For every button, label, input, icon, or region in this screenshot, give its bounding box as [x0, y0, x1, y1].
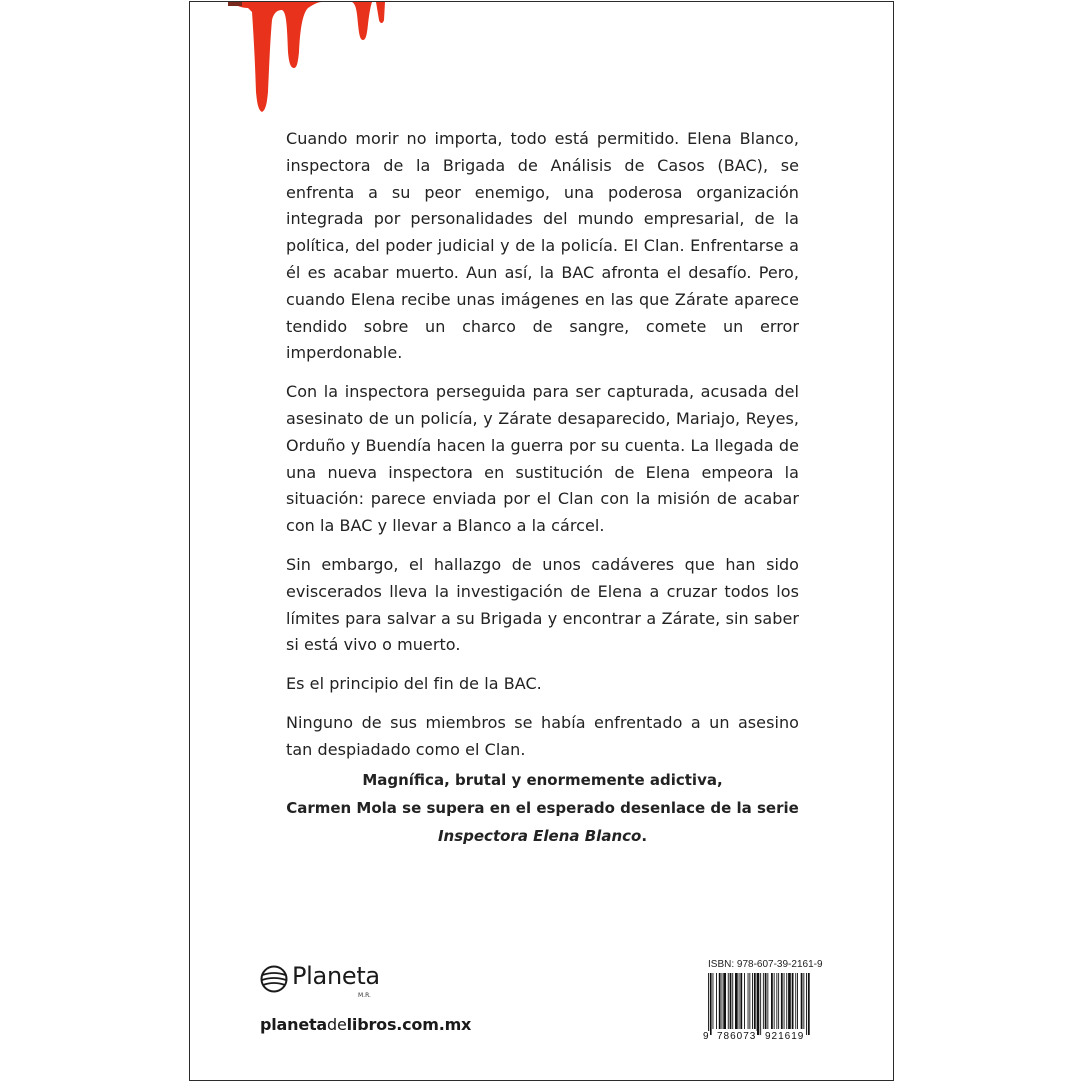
- barcode-bar: [740, 973, 742, 1029]
- barcode-digits-right: 921619: [765, 1031, 805, 1042]
- barcode-bar: [752, 973, 753, 1029]
- barcode-bar: [788, 973, 791, 1029]
- back-cover-blurb: [286, 126, 799, 776]
- publisher-name: Planeta: [292, 962, 380, 990]
- barcode-bar: [767, 973, 768, 1029]
- barcode-bar: [771, 973, 773, 1029]
- barcode-bar: [781, 973, 783, 1029]
- blurb-paragraph-3: Sin embargo, el hallazgo de unos cadáveres que han sido eviscerados lleva la investigación de Elena a cruzar todos los límites para salvar a su Brigada y encontrar a Zárate, sin saber si está vivo o muerto.: [286, 554, 799, 655]
- barcode-bar: [744, 973, 745, 1029]
- isbn-label: ISBN: 978-607-39-2161-9: [708, 959, 823, 970]
- barcode-bar: [723, 973, 726, 1029]
- barcode-bar: [716, 973, 717, 1029]
- barcode-bar: [748, 973, 749, 1029]
- website-part-1: planeta: [260, 1015, 328, 1034]
- barcode-bar: [713, 973, 714, 1029]
- barcode-bar: [797, 973, 798, 1029]
- blurb-paragraph-5: Ninguno de sus miembros se había enfrentado a un asesino tan despiadado como el Clan.: [286, 712, 799, 759]
- blurb-paragraph-1: Cuando morir no importa, todo está permitido. Elena Blanco, inspectora de la Brigada de Análisis de Casos (BAC), se enfrenta a su peor enemigo, una poderosa organización integrada por personalidades del mundo empresarial, de la política, del poder judicial y de la policía. El Clan. Enfrentarse a él es acabar muerto. Aun así, la BAC afronta el desafío. Pero, cuando Elena recibe unas imágenes en las que Zárate aparece tendido sobre un charco de sangre, comete un error imperdonable.: [286, 129, 799, 363]
- barcode-bar: [806, 973, 807, 1035]
- barcode-bar: [763, 973, 764, 1029]
- tagline-line-1: Magnífica, brutal y enormemente adictiva,: [362, 771, 723, 789]
- website-part-3: libros.com.mx: [346, 1015, 472, 1034]
- barcode-bar: [722, 973, 723, 1029]
- barcode-bar: [757, 973, 760, 1035]
- barcode-bar: [801, 973, 803, 1029]
- barcode-bar: [778, 973, 779, 1029]
- book-back-cover: [189, 1, 894, 1081]
- tagline-line-2: Carmen Mola se supera en el esperado desenlace de la serie: [286, 799, 799, 817]
- barcode-bar: [795, 973, 796, 1029]
- blurb-paragraph-2: Con la inspectora perseguida para ser capturada, acusada del asesinato de un policía, y Zárate desaparecido, Mariajo, Reyes, Orduño y Buendía hacen la guerra por su cuenta. La llegada de una nueva inspectora en sustitución de Elena empeora la situación: parece enviada por el Clan con la misión de acabar con la BAC y llevar a Blanco a la cárcel.: [286, 382, 799, 536]
- barcode-bar: [808, 973, 810, 1035]
- isbn-barcode: [706, 973, 812, 1035]
- barcode-bar: [710, 973, 712, 1035]
- barcode-digit-first: 9: [703, 1031, 709, 1042]
- tagline-period: .: [641, 827, 648, 845]
- barcode-bar: [792, 973, 794, 1029]
- barcode-bar: [739, 973, 740, 1029]
- barcode-bar: [803, 973, 804, 1029]
- barcode-bar: [776, 973, 777, 1029]
- barcode-bar: [774, 973, 775, 1029]
- barcode-bar: [784, 973, 785, 1029]
- barcode-bar: [728, 973, 729, 1029]
- series-title: Inspectora Elena Blanco: [437, 827, 642, 845]
- barcode-bar: [786, 973, 787, 1029]
- blood-top-edge: [228, 2, 242, 6]
- website-part-2: de: [327, 1015, 347, 1034]
- globe-icon: [260, 965, 288, 993]
- blurb-paragraph-4: Es el principio del fin de la BAC.: [286, 674, 542, 694]
- barcode-bar: [732, 973, 733, 1029]
- barcode-bar: [749, 973, 750, 1029]
- tagline-line-3: [250, 822, 835, 850]
- barcode-digits-left: 786073: [717, 1031, 757, 1042]
- barcode-bar: [760, 973, 761, 1035]
- barcode-bar: [719, 973, 721, 1029]
- barcode-bar: [708, 973, 709, 1035]
- review-tagline: [250, 766, 835, 850]
- registered-mark: M.R.: [358, 992, 371, 999]
- barcode-bar: [765, 973, 767, 1029]
- barcode-bar: [754, 973, 756, 1029]
- blood-drip-decoration: [190, 2, 410, 122]
- barcode-bar: [735, 973, 738, 1029]
- blood-drip-shape: [228, 2, 385, 112]
- barcode-bar: [730, 973, 732, 1029]
- publisher-website: [260, 1015, 471, 1034]
